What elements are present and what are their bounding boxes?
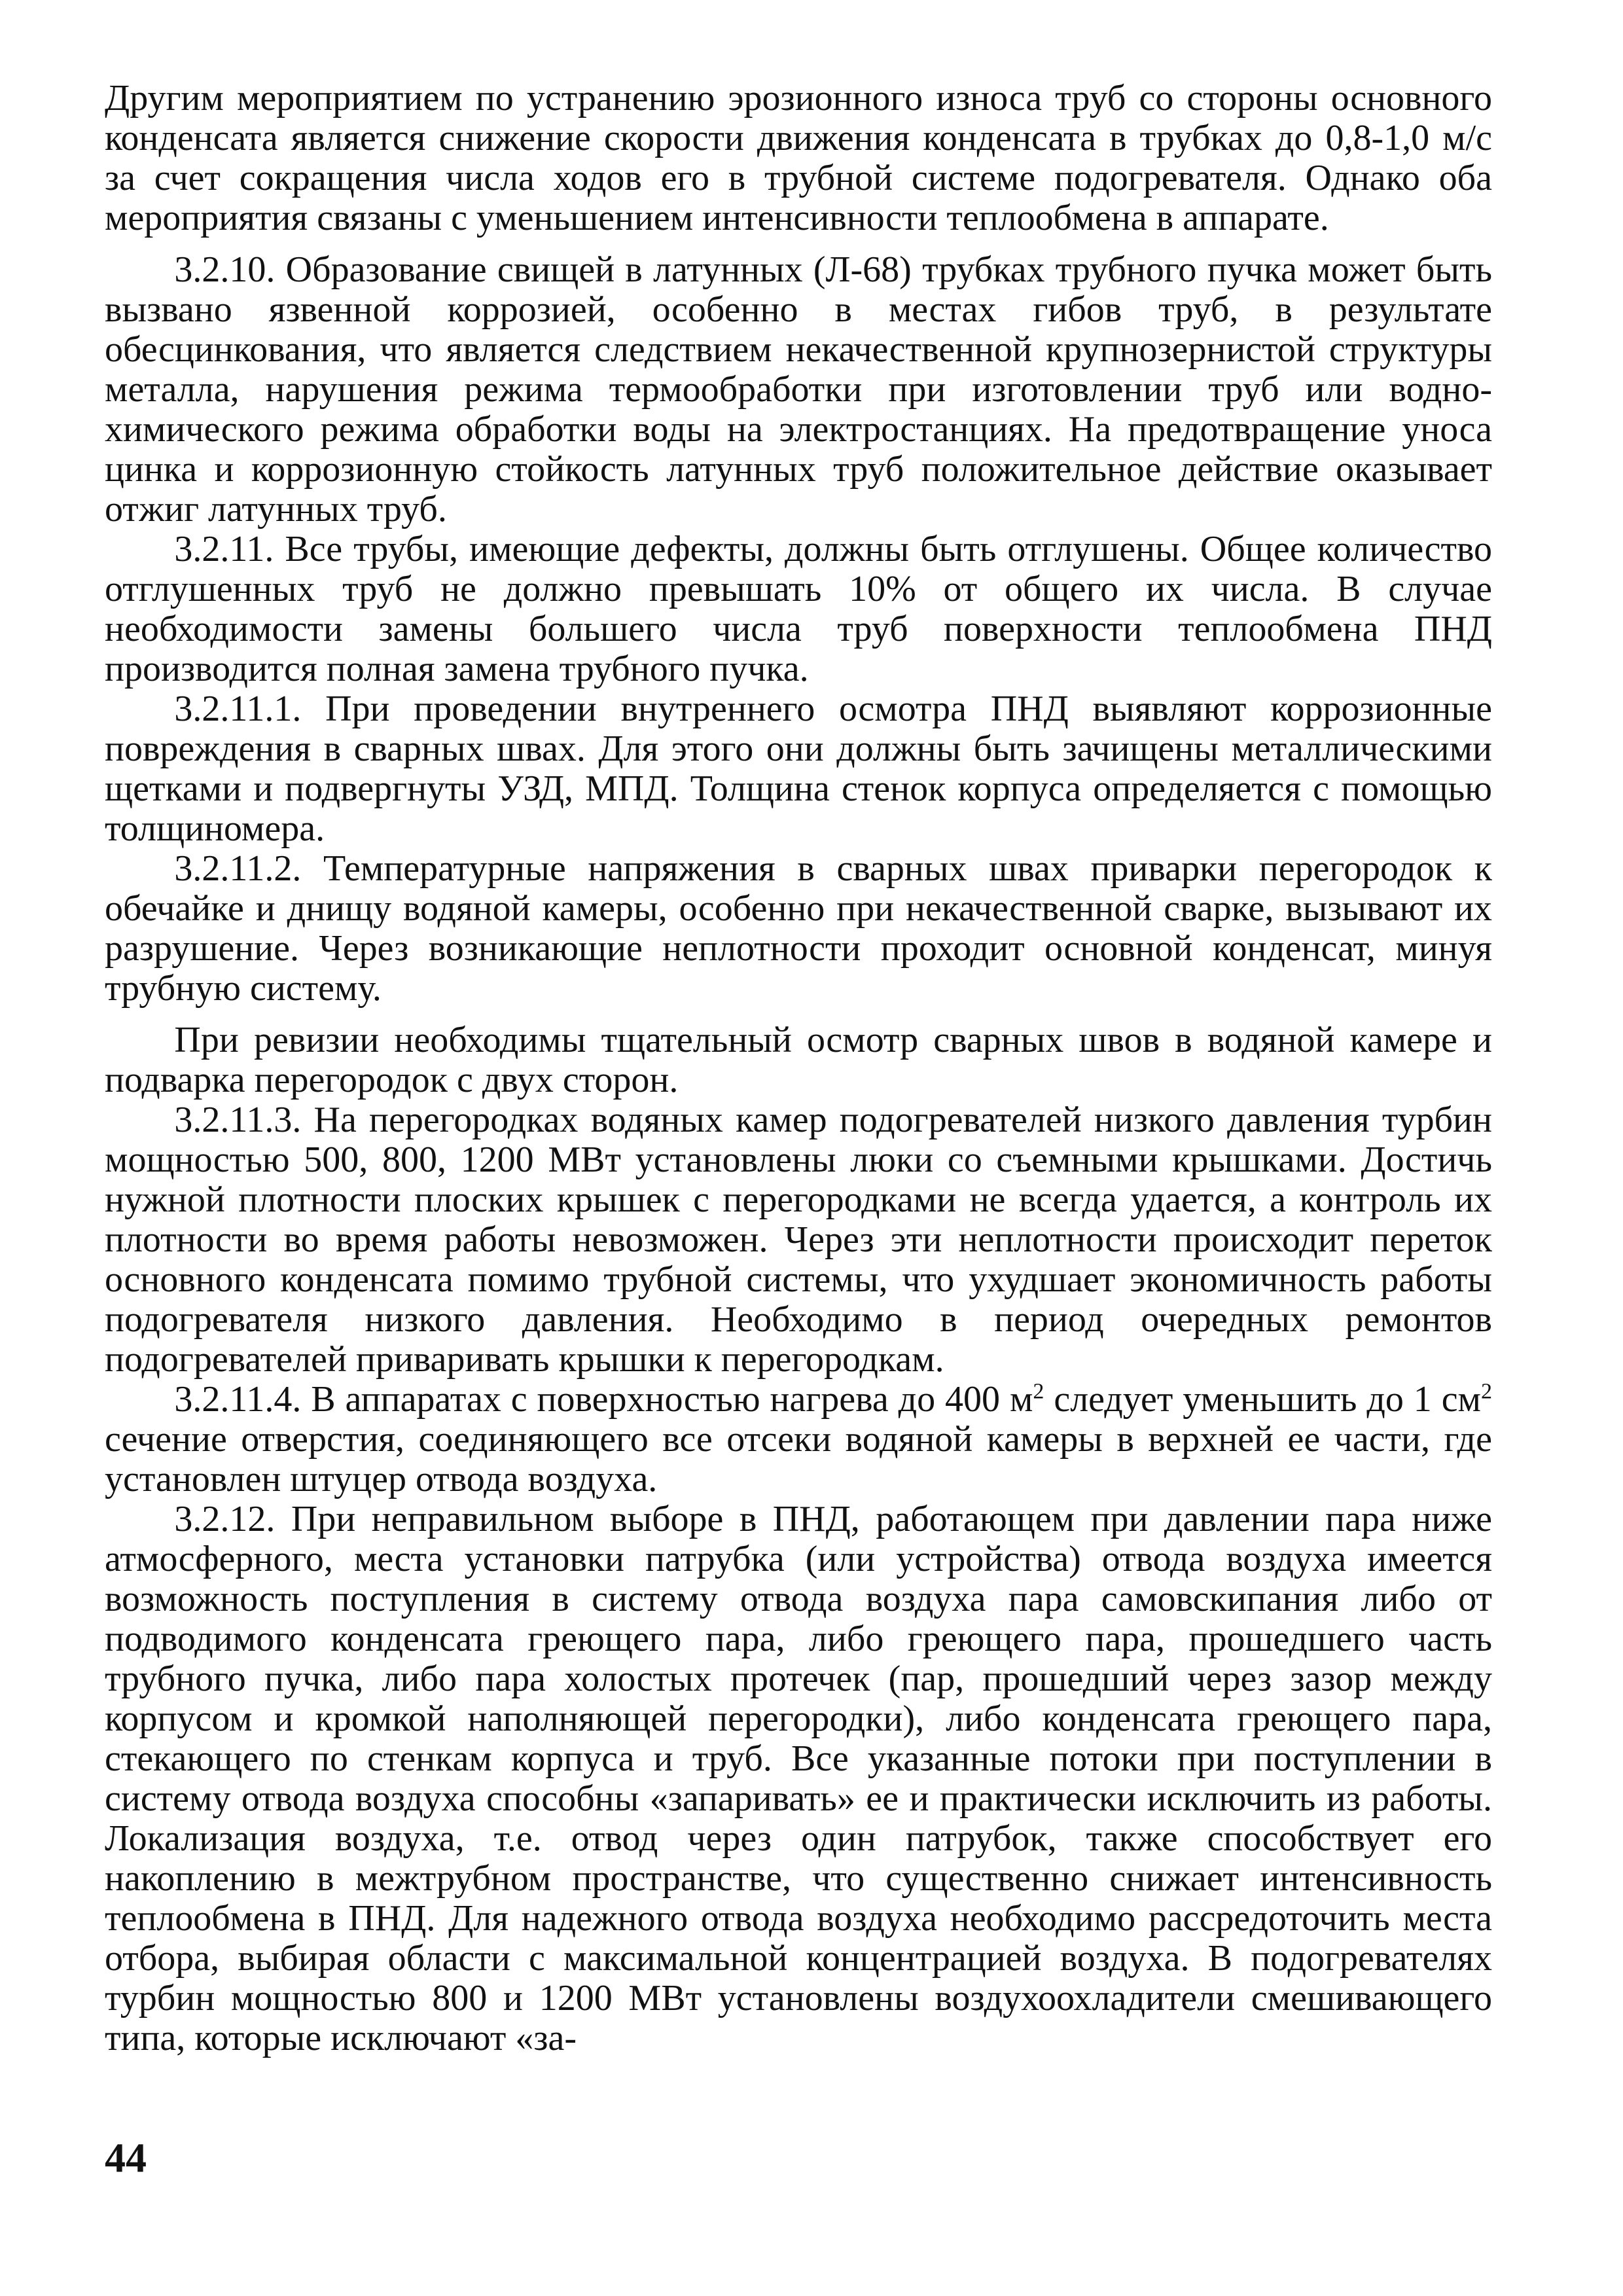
paragraph-text: 3.2.11.1. При проведении внутреннего осмотра ПНД выявляют коррозионные повреждения в сварных швах. Для этого они должны быть зачищены металлическими щетками и подвергнуты УЗД, МПД. Толщина стенок корпуса определяется с помощью толщиномера. (105, 689, 1492, 849)
paragraph-text-part-b: следует уменьшить до 1 см (1044, 1379, 1481, 1420)
paragraph-text: Другим мероприятием по устранению эрозионного износа труб со стороны основного конденсата является снижение скорости движения конденсата в трубках до 0,8-1,0 м/с за счет сокращения числа ходов его в трубной системе подогревателя. Однако оба мероприятия связаны с уменьшением интенсивности теплообмена в аппарате. (105, 78, 1492, 238)
paragraph-text-part-c: сечение отверстия, соединяющего все отсеки водяной камеры в верхней ее части, где установлен штуцер отвода воздуха. (105, 1419, 1492, 1499)
paragraph-text: 3.2.11.3. На перегородках водяных камер подогревателей низкого давления турбин мощностью 500, 800, 1200 МВт установлены люки со съемными крышками. Достичь нужной плотности плоских крышек с перегородками не всегда удается, а контроль их плотности во время работы невозможен. Через эти неплотности происходит переток основного конденсата помимо трубной системы, что ухудшает экономичность работы подогревателя низкого давления. Необходимо в период очередных ремонтов подогревателей приваривать крышки к перегородкам. (105, 1100, 1492, 1380)
paragraph-3-2-11 (105, 529, 1492, 689)
document-page (105, 79, 1492, 2219)
superscript-square: 2 (1033, 1379, 1044, 1404)
paragraph-3-2-11-1 (105, 689, 1492, 849)
paragraph-erosion-measures (105, 79, 1492, 238)
paragraph-text: 3.2.11.2. Температурные напряжения в сварных швах приварки перегородок к обечайке и днищу водяной камеры, особенно при некачественной сварке, вызывают их разрушение. Через возникающие неплотности проходит основной конденсат, минуя трубную систему. (105, 848, 1492, 1009)
paragraph-3-2-11-3 (105, 1100, 1492, 1380)
paragraph-3-2-12 (105, 1499, 1492, 2058)
paragraph-3-2-11-4 (105, 1380, 1492, 1499)
paragraph-3-2-11-2 (105, 849, 1492, 1009)
paragraph-revision (105, 1020, 1492, 1100)
paragraph-text-part-a: 3.2.11.4. В аппаратах с поверхностью нагрева до 400 м (174, 1379, 1033, 1420)
paragraph-text: 3.2.11. Все трубы, имеющие дефекты, должны быть отглушены. Общее количество отглушенных труб не должно превышать 10% от общего их числа. В случае необходимости замены большего числа труб поверхности теплообмена ПНД производится полная замена трубного пучка. (105, 529, 1492, 689)
page-number: 44 (105, 2134, 147, 2181)
paragraph-text: При ревизии необходимы тщательный осмотр сварных швов в водяной камере и подварка перегородок с двух сторон. (105, 1020, 1492, 1100)
paragraph-3-2-10 (105, 250, 1492, 529)
superscript-square: 2 (1481, 1379, 1492, 1404)
paragraph-text: 3.2.12. При неправильном выборе в ПНД, работающем при давлении пара ниже атмосферного, места установки патрубка (или устройства) отвода воздуха имеется возможность поступления в систему отвода воздуха пара самовскипания либо от подводимого конденсата греющего пара, либо греющего пара, прошедшего часть трубного пучка, либо пара холостых протечек (пар, прошедший через зазор между корпусом и кромкой наполняющей перегородки), либо конденсата греющего пара, стекающего по стенкам корпуса и труб. Все указанные потоки при поступлении в систему отвода воздуха способны «запаривать» ее и практически исключить из работы. Локализация воздуха, т.е. отвод через один патрубок, также способствует его накоплению в межтрубном пространстве, что существенно снижает интенсивность теплообмена в ПНД. Для надежного отвода воздуха необходимо рассредоточить места отбора, выбирая области с максимальной концентрацией воздуха. В подогревателях турбин мощностью 800 и 1200 МВт установлены воздухоохладители смешивающего типа, которые исключают «за- (105, 1499, 1492, 2058)
paragraph-text: 3.2.10. Образование свищей в латунных (Л-68) трубках трубного пучка может быть вызвано язвенной коррозией, особенно в местах гибов труб, в результате обесцинкования, что является следствием некачественной крупнозернистой структуры металла, нарушения режима термообработки при изготовлении труб или водно-химического режима обработки воды на электростанциях. На предотвращение уноса цинка и коррозионную стойкость латунных труб положительное действие оказывает отжиг латунных труб. (105, 249, 1492, 529)
